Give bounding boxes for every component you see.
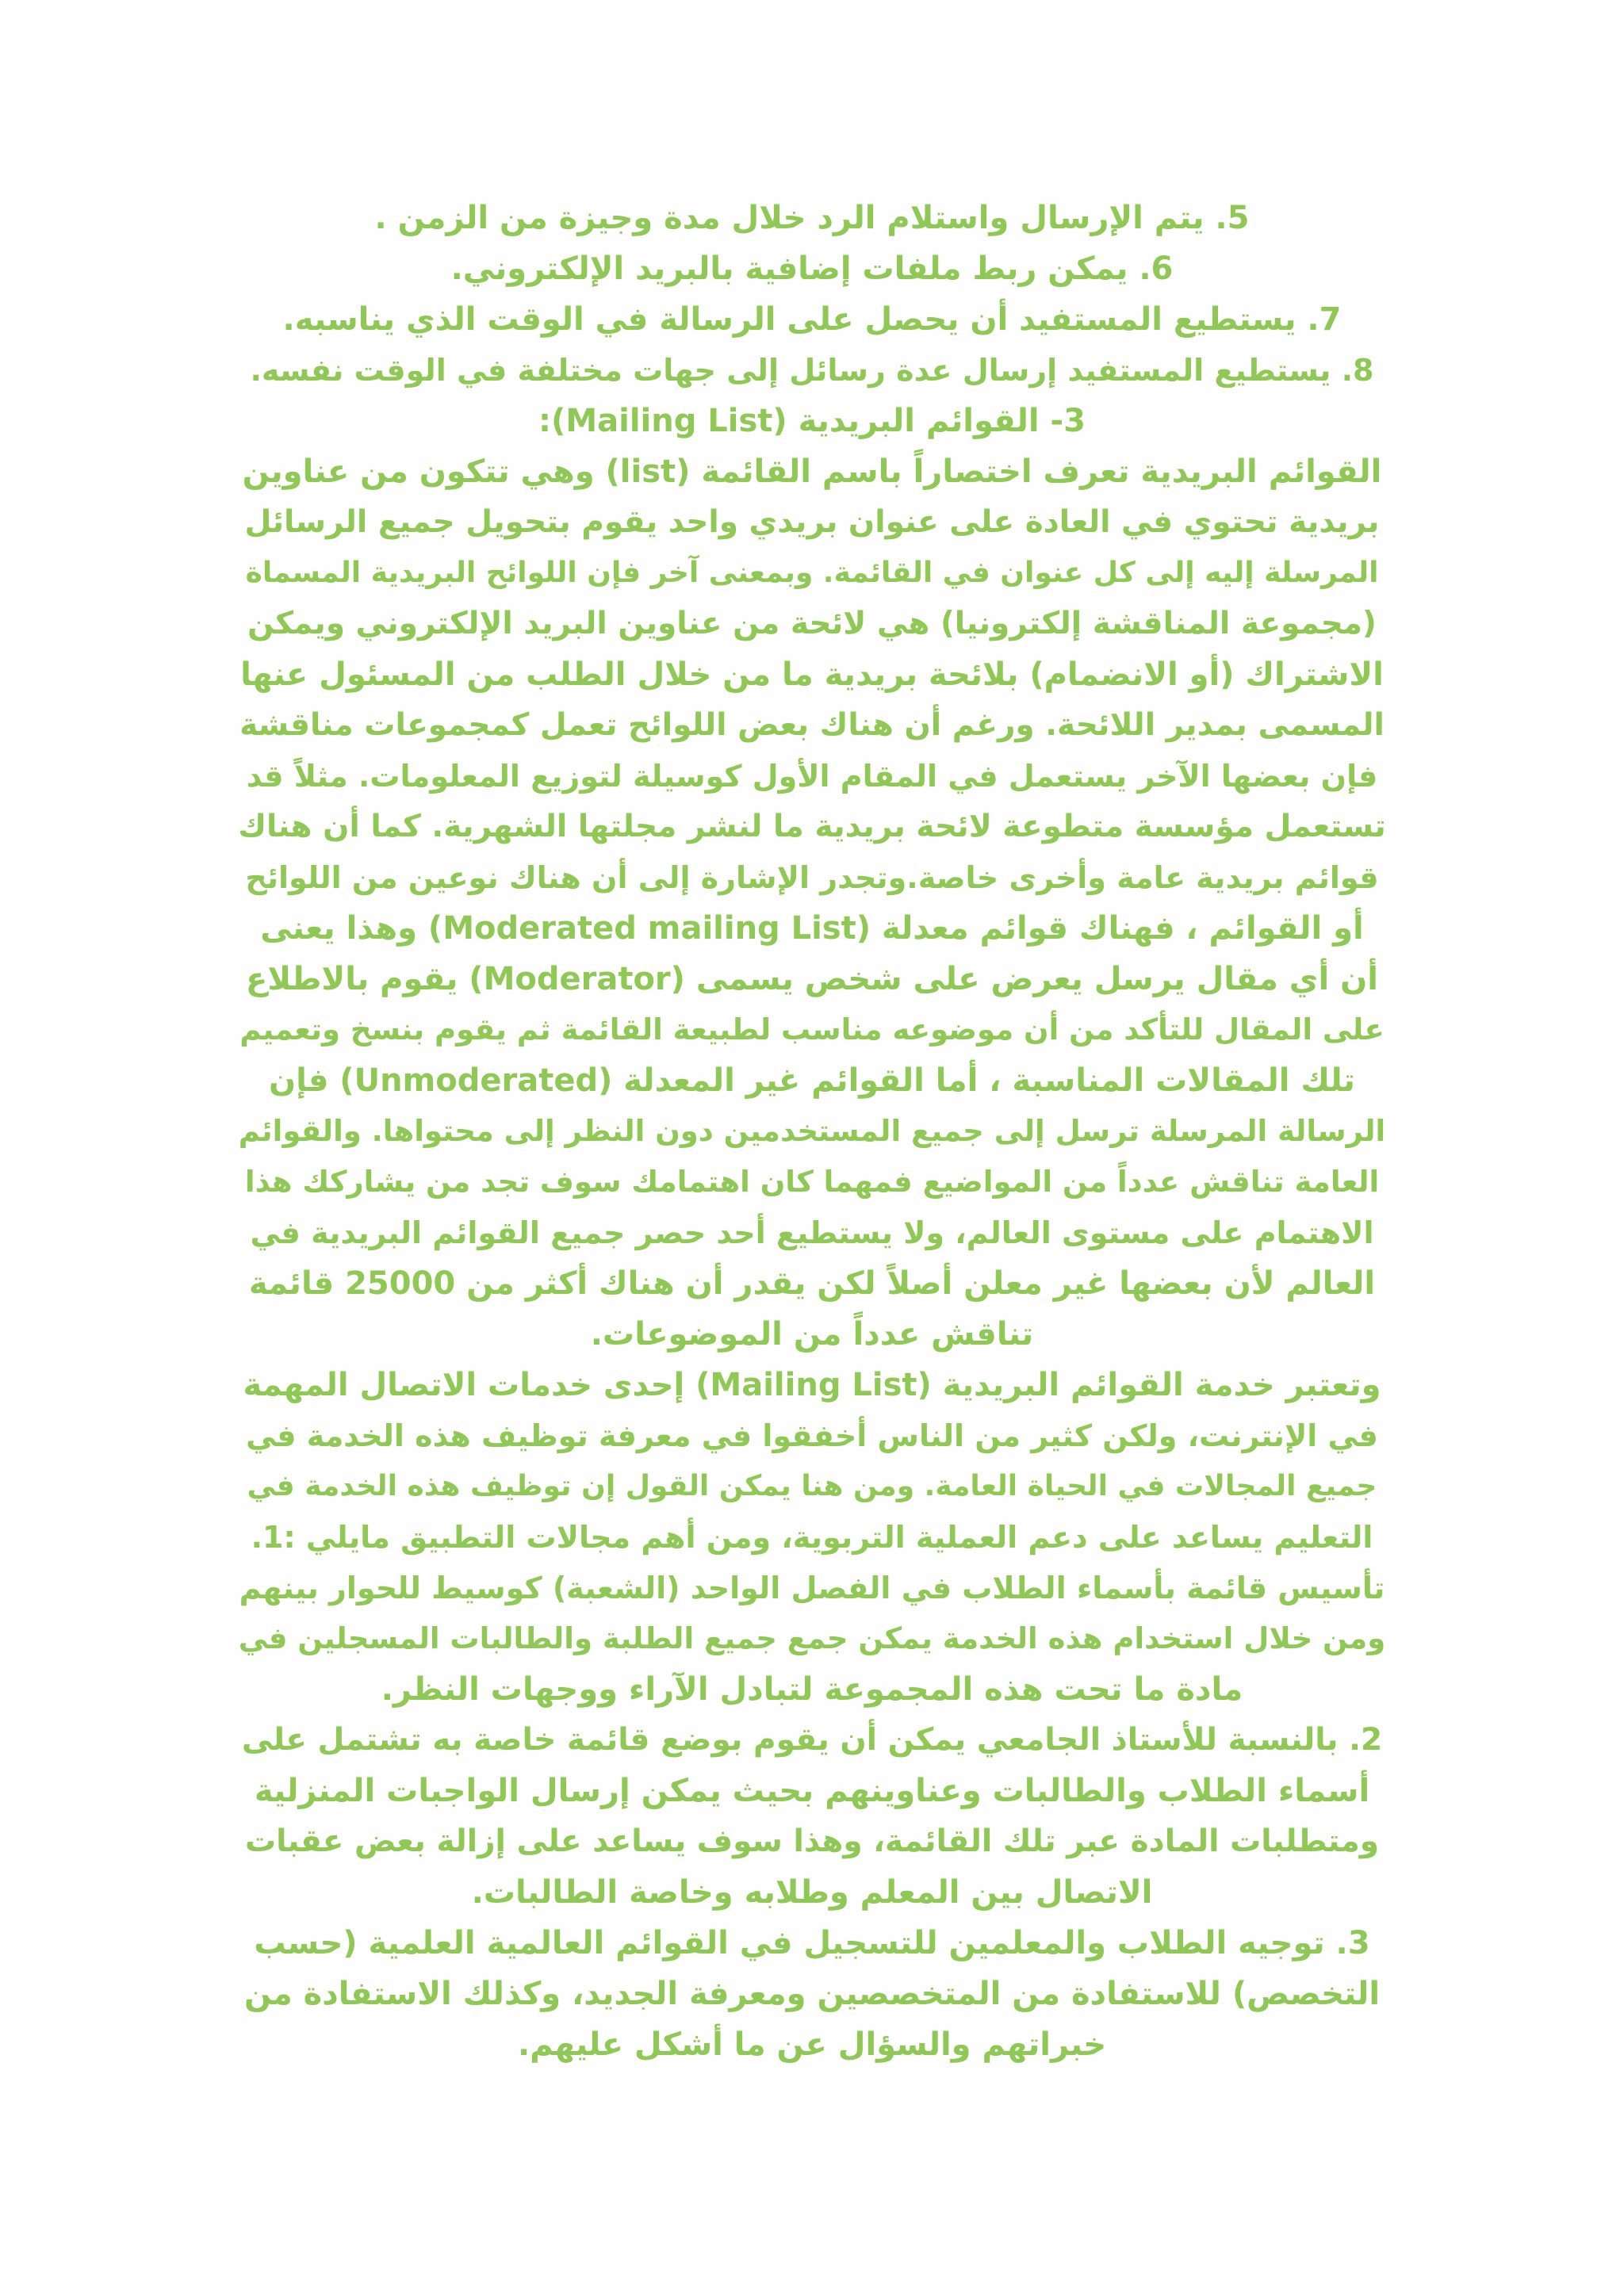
paragraph-line: قوائم بريدية عامة وأخرى خاصة.وتجدر الإشارة إلى أن هناك نوعين من اللوائح — [245, 860, 1379, 895]
paragraph-line: المرسلة إليه إلى كل عنوان في القائمة. وبمعنى آخر فإن اللوائح البريدية المسماة — [245, 557, 1379, 589]
section-heading: 3- القوائم البريدية (Mailing List): — [538, 403, 1086, 439]
paragraph-line: جميع المجالات في الحياة العامة. ومن هنا يمكن القول إن توظيف هذه الخدمة في — [247, 1470, 1377, 1502]
paragraph-line: التخصص) للاستفادة من المتخصصين ومعرفة الجديد، وكذلك الاستفادة من — [243, 1976, 1381, 2012]
paragraph-line: وتعتبر خدمة القوائم البريدية (Mailing List) إحدى خدمات الاتصال المهمة — [243, 1367, 1381, 1403]
paragraph-line: بريدية تحتوي في العادة على عنوان بريدي واحد يقوم بتحويل جميع الرسائل — [244, 504, 1380, 540]
list-item-3: 3. توجيه الطلاب والمعلمين للتسجيل في القوائم العالمية العلمية (حسب — [254, 1925, 1370, 1961]
paragraph-line: الاهتمام على مستوى العالم، ولا يستطيع أحد حصر جميع القوائم البريدية في — [250, 1215, 1374, 1250]
list-item-6: 6. يمكن ربط ملفات إضافية بالبريد الإلكتروني. — [450, 251, 1174, 287]
paragraph-line: تأسيس قائمة بأسماء الطلاب في الفصل الواحد (الشعبة) كوسيط للحوار بينهم — [239, 1571, 1385, 1605]
paragraph-line: أسماء الطلاب والطالبات وعناوينهم بحيث يمكن إرسال الواجبات المنزلية — [254, 1773, 1370, 1809]
paragraph-line: (مجموعة المناقشة إلكترونيا) هي لائحة من عناوين البريد الإلكتروني ويمكن — [247, 606, 1377, 641]
paragraph-line: تستعمل مؤسسة متطوعة لائحة بريدية ما لنشر مجلتها الشهرية. كما أن هناك — [238, 809, 1386, 844]
paragraph-line: فإن بعضها الآخر يستعمل في المقام الأول كوسيلة لتوزيع المعلومات. مثلاً قد — [246, 759, 1378, 794]
paragraph-line: الرسالة المرسلة ترسل إلى جميع المستخدمين دون النظر إلى محتواها. والقوائم — [238, 1114, 1386, 1148]
paragraph-line: تناقش عدداً من الموضوعات. — [590, 1316, 1034, 1353]
list-item-5: 5. يتم الإرسال واستلام الرد خلال مدة وجيزة من الزمن . — [374, 200, 1250, 236]
list-item-8: 8. يستطيع المستفيد إرسال عدة رسائل إلى جهات مختلفة في الوقت نفسه. — [250, 353, 1374, 388]
paragraph-line: المسمى بمدير اللائحة. ورغم أن هناك بعض اللوائح تعمل كمجموعات مناقشة — [239, 707, 1385, 743]
paragraph-line: ومن خلال استخدام هذه الخدمة يمكن جمع جميع الطلبة والطالبات المسجلين في — [238, 1621, 1386, 1655]
paragraph-line: العامة تناقش عدداً من المواضيع فمهما كان اهتمامك سوف تجد من يشاركك هذا — [244, 1165, 1380, 1199]
paragraph-line: الاشتراك (أو الانضمام) بلائحة بريدية ما من خلال الطلب من المسئول عنها — [240, 656, 1384, 693]
paragraph-line: مادة ما تحت هذه المجموعة لتبادل الآراء ووجهات النظر. — [381, 1671, 1243, 1708]
paragraph-line: أو القوائم ، فهناك قوائم معدلة (Moderated mailing List) وهذا يعنى — [260, 910, 1364, 947]
list-item-2: 2. بالنسبة للأستاذ الجامعي يمكن أن يقوم بوضع قائمة خاصة به تشتمل على — [241, 1722, 1383, 1758]
paragraph-line: ومتطلبات المادة عبر تلك القائمة، وهذا سوف يساعد على إزالة بعض عقبات — [244, 1823, 1380, 1859]
paragraph-line: خبراتهم والسؤال عن ما أشكل عليهم. — [517, 2026, 1107, 2063]
paragraph-line: تلك المقالات المناسبة ، أما القوائم غير المعدلة (Unmoderated) فإن — [269, 1062, 1355, 1099]
document-body — [238, 193, 1386, 2070]
paragraph-line: العالم لأن بعضها غير معلن أصلاً لكن يقدر أن هناك أكثر من 25000 قائمة — [248, 1265, 1376, 1302]
paragraph-line: على المقال للتأكد من أن موضوعه مناسب لطبيعة القائمة ثم يقوم بنسخ وتعميم — [239, 1012, 1385, 1047]
paragraph-line: في الإنترنت، ولكن كثير من الناس أخفقوا في معرفة توظيف هذه الخدمة في — [246, 1418, 1378, 1453]
paragraph-line: القوائم البريدية تعرف اختصاراً باسم القائمة (list) وهي تتكون من عناوين — [242, 453, 1382, 490]
paragraph-line: الاتصال بين المعلم وطلابه وخاصة الطالبات. — [471, 1874, 1153, 1911]
paragraph-line: التعليم يساعد على دعم العملية التربوية، ومن أهم مجالات التطبيق مايلي :1. — [251, 1520, 1373, 1555]
paragraph-line: أن أي مقال يرسل يعرض على شخص يسمى (Moderator) يقوم بالاطلاع — [246, 961, 1378, 997]
list-item-7: 7. يستطيع المستفيد أن يحصل على الرسالة في الوقت الذي يناسبه. — [282, 301, 1342, 338]
